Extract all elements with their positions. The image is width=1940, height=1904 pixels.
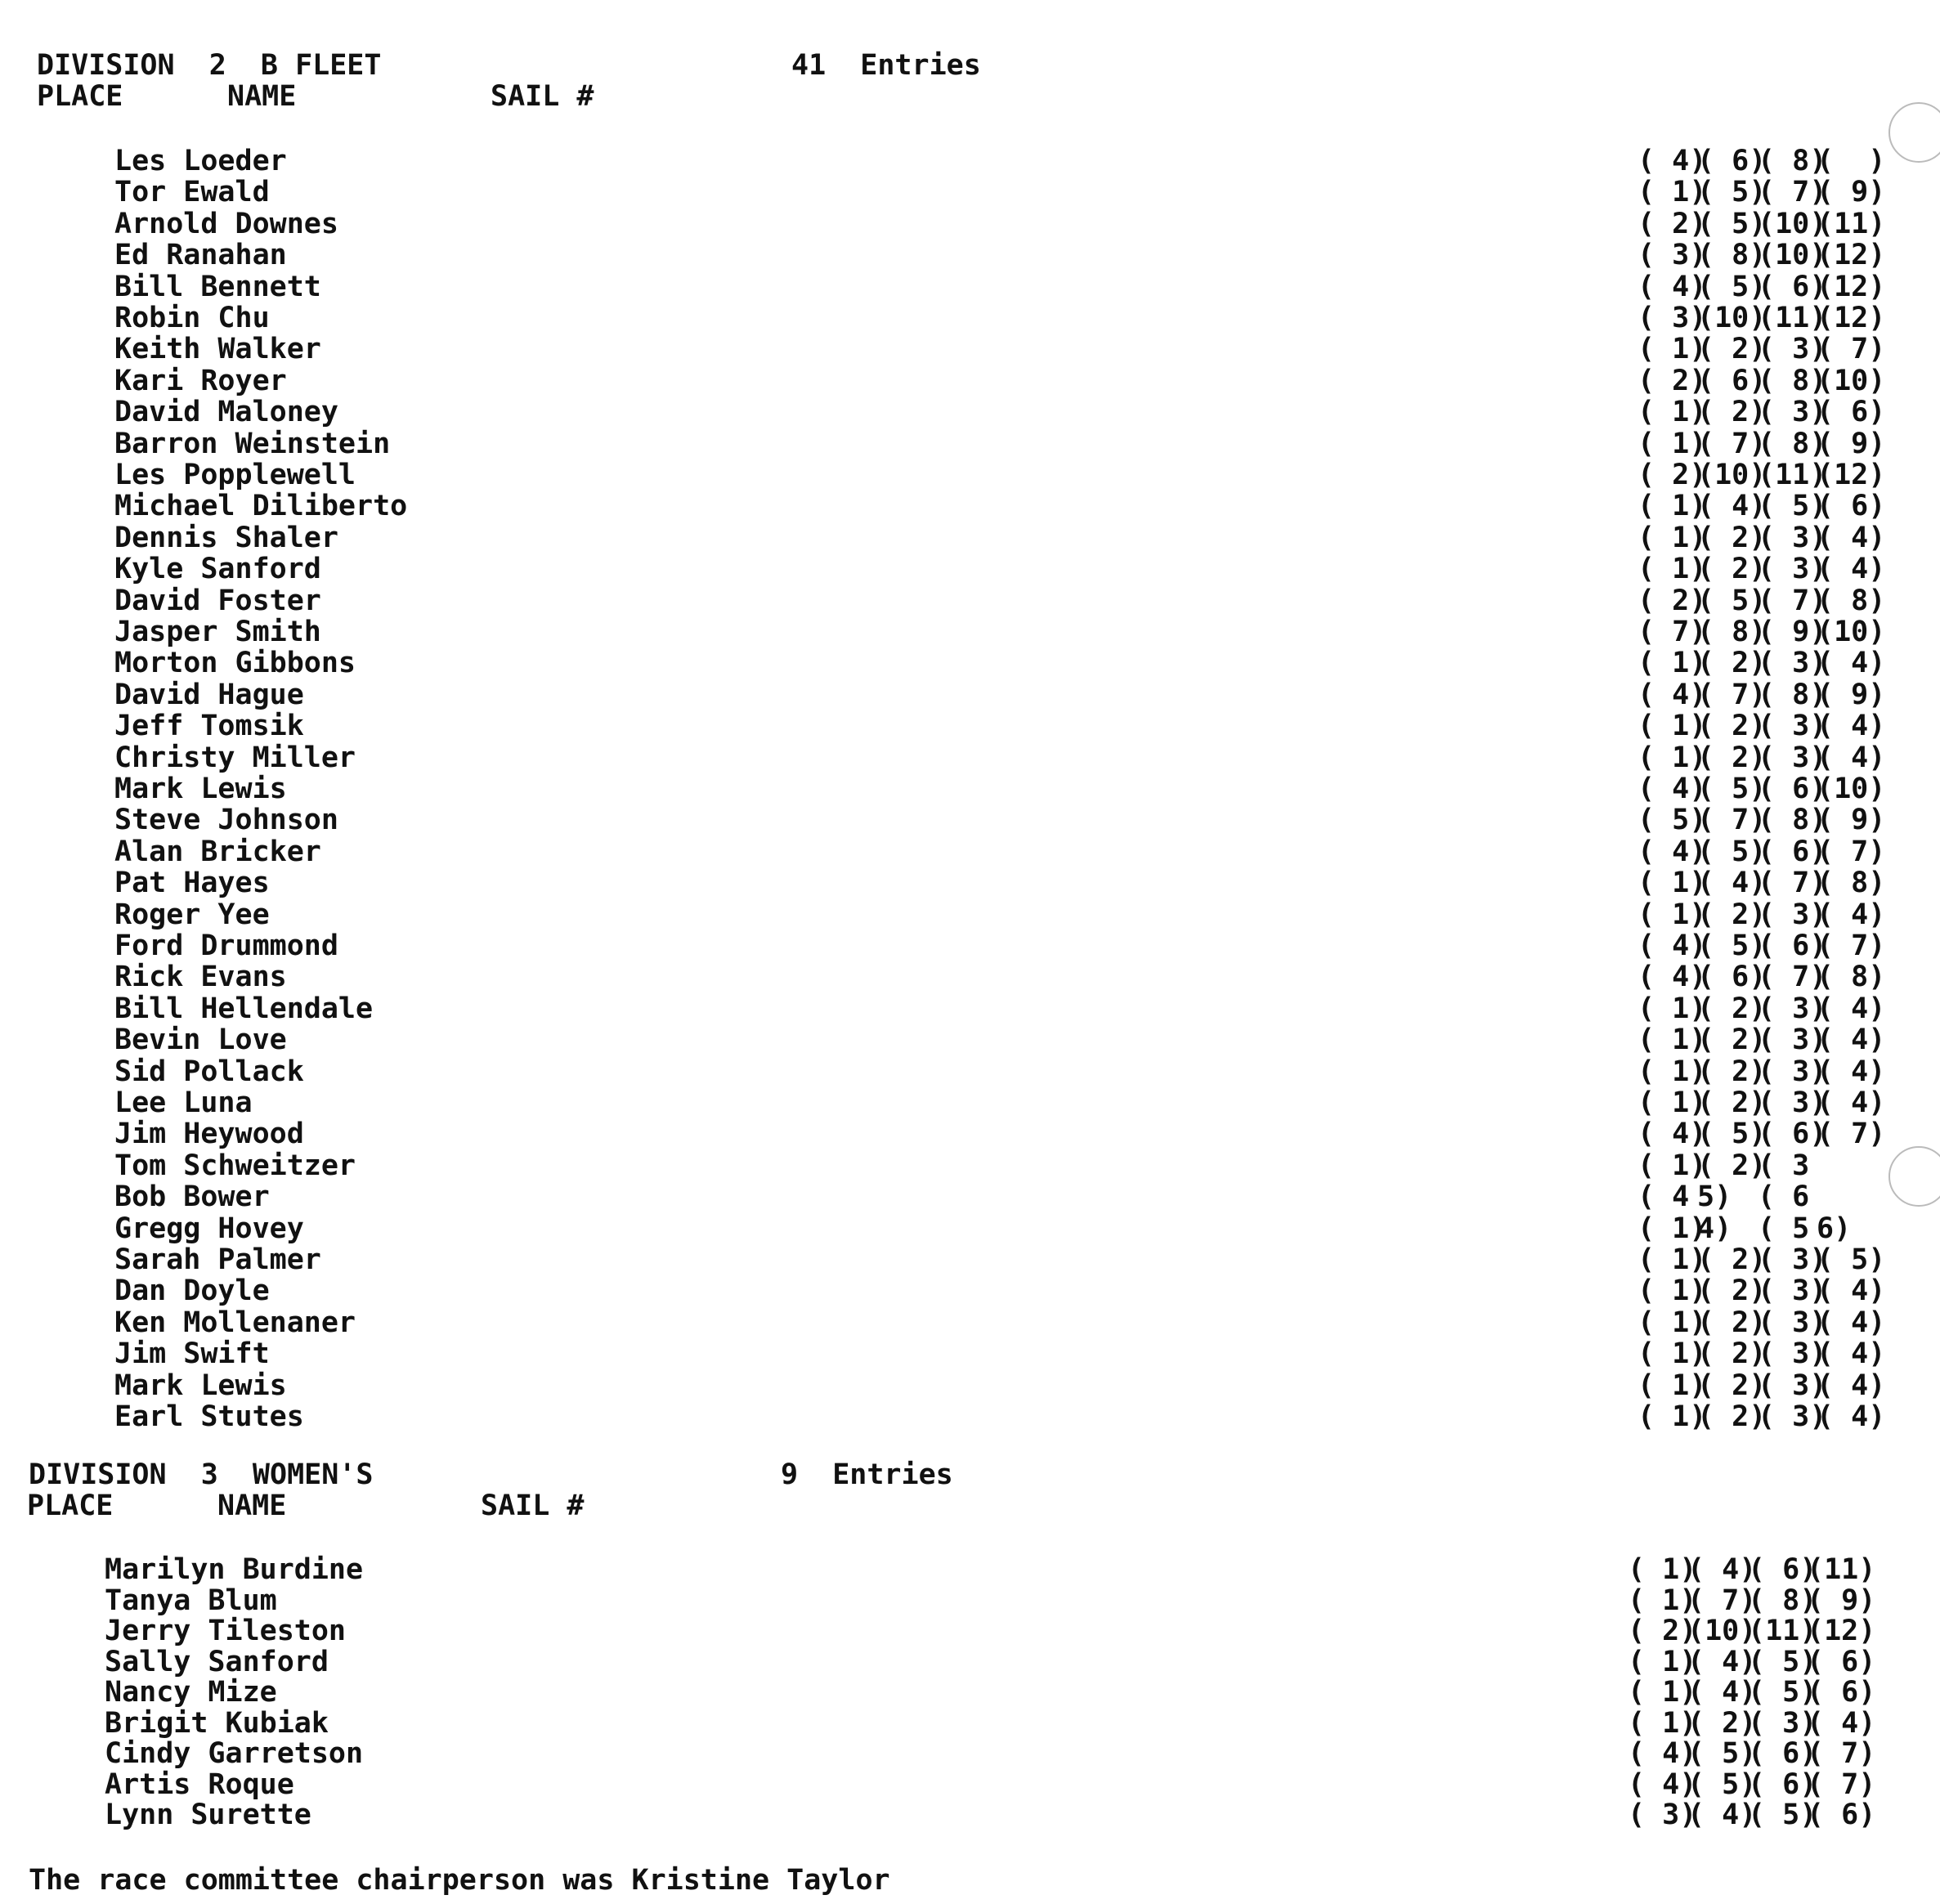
sailor-name: Marilyn Burdine <box>105 1553 364 1586</box>
throwout-race: ( 8) <box>1817 867 1886 900</box>
binder-hole-middle <box>1888 1146 1940 1207</box>
throwout-race: ( 4) <box>1817 1369 1886 1402</box>
throwout-race: ( 3) <box>1758 647 1827 680</box>
throwout-race: ( 2) <box>1697 333 1767 366</box>
throwout-race: ( 2) <box>1697 1337 1767 1371</box>
throwout-race: ( 7) <box>1807 1767 1876 1801</box>
throwout-race: ( 3 <box>1758 1149 1810 1182</box>
throwout-race: ( 5) <box>1697 773 1767 805</box>
throwout-race: ( 1) <box>1638 1369 1707 1402</box>
throwout-race: ( 8) <box>1697 616 1767 648</box>
throwout-race: (11) <box>1758 302 1827 334</box>
throwout-race: (12) <box>1817 270 1886 303</box>
throwout-race: ( 1) <box>1638 1337 1707 1371</box>
throwout-race: ( 4) <box>1638 1118 1707 1151</box>
throwout-race: ( 9) <box>1817 176 1886 209</box>
name-header: NAME <box>227 80 297 113</box>
sailor-name: Robin Chu <box>114 302 270 334</box>
sailor-name: Steve Johnson <box>114 804 338 837</box>
throwout-race: ( 3) <box>1758 521 1827 554</box>
sailor-name: Sally Sanford <box>105 1645 329 1678</box>
throwout-race: ( 4) <box>1817 1024 1886 1057</box>
throwout-race: ( 2) <box>1697 1306 1767 1339</box>
throwout-race: ( 6) <box>1817 396 1886 429</box>
throwout-race: ( 7) <box>1697 427 1767 460</box>
throwout-race: ( 2) <box>1697 1400 1767 1433</box>
sailor-name: Brigit Kubiak <box>105 1706 329 1740</box>
sailor-name: Earl Stutes <box>114 1400 304 1433</box>
throwout-race: ( 3) <box>1758 333 1827 366</box>
throwout-race: ( 6) <box>1697 145 1767 177</box>
throwout-race: ( 7) <box>1817 835 1886 868</box>
throwout-race: ( 1) <box>1638 396 1707 429</box>
throwout-race: ( 2) <box>1628 1615 1697 1647</box>
throwout-race: ( 4) <box>1687 1676 1757 1709</box>
throwout-race: ( 4) <box>1817 553 1886 586</box>
sail-header: SAIL # <box>491 80 594 113</box>
throwout-race: ( 1) <box>1628 1706 1697 1740</box>
throwout-race: ( 7) <box>1758 176 1827 209</box>
sailor-name: Sarah Palmer <box>114 1243 321 1276</box>
throwout-race: ( 4) <box>1817 1400 1886 1433</box>
throwout-race: ( ) <box>1817 145 1886 177</box>
throwout-race: (12) <box>1807 1615 1876 1647</box>
throwout-race: ( 4) <box>1638 145 1707 177</box>
sailor-name: Jasper Smith <box>114 616 321 648</box>
sailor-name: Bob Bower <box>114 1180 270 1214</box>
throwout-race: ( 8) <box>1758 145 1827 177</box>
throwout-race: ( 6) <box>1697 961 1767 994</box>
throwout-race: ( 9) <box>1817 804 1886 837</box>
throwout-race: ( 6) <box>1697 364 1767 397</box>
throwout-race: ( 2) <box>1697 647 1767 680</box>
throwout-race: ( 8) <box>1758 804 1827 837</box>
throwout-race: (11) <box>1807 1553 1876 1586</box>
throwout-race: 4) <box>1697 1212 1732 1245</box>
throwout-race: ( 5) <box>1748 1676 1817 1709</box>
throwout-race: ( 1) <box>1638 521 1707 554</box>
throwout-race: ( 7) <box>1807 1737 1876 1770</box>
throwout-race: ( 1) <box>1628 1584 1697 1617</box>
throwout-race: ( 6) <box>1807 1676 1876 1709</box>
throwout-race: ( 4) <box>1687 1799 1757 1831</box>
throwout-race: ( 3) <box>1638 239 1707 272</box>
sailor-name: Tanya Blum <box>105 1584 277 1617</box>
throwout-race: (10) <box>1817 773 1886 805</box>
sailor-name: Lee Luna <box>114 1086 253 1119</box>
throwout-race: ( 6) <box>1758 773 1827 805</box>
throwout-race: ( 1) <box>1638 1400 1707 1433</box>
sailor-name: Barron Weinstein <box>114 427 391 460</box>
throwout-race: ( 5) <box>1697 835 1767 868</box>
sailor-name: Morton Gibbons <box>114 647 356 680</box>
throwout-race: ( 2) <box>1697 521 1767 554</box>
throwout-race: (11) <box>1817 207 1886 240</box>
throwout-race: ( 8) <box>1758 364 1827 397</box>
throwout-race: ( 7) <box>1697 804 1767 837</box>
sailor-name: Christy Miller <box>114 741 356 774</box>
throwout-race: ( 2) <box>1697 1275 1767 1308</box>
sailor-name: David Hague <box>114 678 304 711</box>
throwout-race: ( 7) <box>1758 867 1827 900</box>
throwout-race: ( 4) <box>1638 835 1707 868</box>
name-header: NAME <box>217 1490 287 1522</box>
throwout-race: ( 1) <box>1638 553 1707 586</box>
throwout-race: ( 1) <box>1638 1243 1707 1276</box>
throwout-race: ( 3) <box>1758 396 1827 429</box>
sailor-name: Michael Diliberto <box>114 490 408 523</box>
throwout-race: ( 4) <box>1817 1337 1886 1371</box>
throwout-race: ( 4) <box>1817 741 1886 774</box>
throwout-race: ( 3) <box>1758 1337 1827 1371</box>
throwout-race: ( 4) <box>1817 710 1886 743</box>
sail-header: SAIL # <box>481 1490 585 1522</box>
throwout-race: ( 4) <box>1817 521 1886 554</box>
throwout-race: ( 2) <box>1697 1055 1767 1088</box>
throwout-race: ( 1) <box>1638 1024 1707 1057</box>
throwout-race: ( 7) <box>1758 584 1827 617</box>
throwout-race: 5) <box>1697 1180 1732 1214</box>
throwout-race: ( 3) <box>1628 1799 1697 1831</box>
throwout-race: ( 6) <box>1817 490 1886 523</box>
throwout-race: ( 8) <box>1758 678 1827 711</box>
sailor-name: Kari Royer <box>114 364 287 397</box>
sailor-name: Alan Bricker <box>114 835 321 868</box>
throwout-race: (10) <box>1758 239 1827 272</box>
division3-entries: 9 Entries <box>781 1458 953 1491</box>
sailor-name: Lynn Surette <box>105 1799 311 1831</box>
throwout-race: ( 2) <box>1697 741 1767 774</box>
throwout-race: ( 9) <box>1817 678 1886 711</box>
throwout-race: ( 7) <box>1697 678 1767 711</box>
throwout-race: ( 5) <box>1758 490 1827 523</box>
sailor-name: Bill Hellendale <box>114 992 374 1025</box>
throwout-race: ( 6) <box>1758 1118 1827 1151</box>
throwout-race: ( 4) <box>1817 898 1886 931</box>
throwout-race: ( 4) <box>1638 270 1707 303</box>
throwout-race: ( 6) <box>1748 1737 1817 1770</box>
binder-hole-top <box>1888 102 1940 163</box>
sailor-name: Ed Ranahan <box>114 239 287 272</box>
throwout-race: ( 2) <box>1697 1243 1767 1276</box>
throwout-race: ( 1) <box>1638 1306 1707 1339</box>
throwout-race: ( 6) <box>1748 1553 1817 1586</box>
sailor-name: Arnold Downes <box>114 207 338 240</box>
throwout-race: ( 2) <box>1638 207 1707 240</box>
throwout-race: ( 4) <box>1687 1645 1757 1678</box>
sailor-name: Dan Doyle <box>114 1275 270 1308</box>
throwout-race: ( 5) <box>1697 930 1767 962</box>
sailor-name: Roger Yee <box>114 898 270 931</box>
throwout-race: ( 2) <box>1638 584 1707 617</box>
sailor-name: Sid Pollack <box>114 1055 304 1088</box>
throwout-race: ( 3) <box>1638 302 1707 334</box>
throwout-race: 6) <box>1817 1212 1852 1245</box>
throwout-race: ( 5) <box>1748 1645 1817 1678</box>
throwout-race: ( 5) <box>1697 270 1767 303</box>
throwout-race: ( 3) <box>1758 898 1827 931</box>
throwout-race: ( 3) <box>1758 741 1827 774</box>
throwout-race: ( 1) <box>1638 1149 1707 1182</box>
throwout-race: ( 5) <box>1697 176 1767 209</box>
throwout-race: ( 2) <box>1697 1024 1767 1057</box>
throwout-race: ( 1) <box>1628 1645 1697 1678</box>
throwout-race: ( 8) <box>1758 427 1827 460</box>
throwout-race: ( 1) <box>1638 867 1707 900</box>
sailor-name: Mark Lewis <box>114 773 287 805</box>
throwout-race: ( 3) <box>1758 1275 1827 1308</box>
throwout-race: ( 2) <box>1697 553 1767 586</box>
throwout-race: ( 6) <box>1758 835 1827 868</box>
throwout-race: ( 1) <box>1638 1086 1707 1119</box>
throwout-race: ( 5) <box>1687 1737 1757 1770</box>
throwout-race: ( 7) <box>1817 1118 1886 1151</box>
throwout-race: ( 3) <box>1758 992 1827 1025</box>
throwout-race: ( 1) <box>1628 1676 1697 1709</box>
throwout-race: ( 4) <box>1817 1275 1886 1308</box>
sailor-name: Les Loeder <box>114 145 287 177</box>
sailor-name: Kyle Sanford <box>114 553 321 586</box>
division3-title: DIVISION 3 WOMEN'S <box>29 1458 374 1491</box>
sailor-name: Mark Lewis <box>114 1369 287 1402</box>
throwout-race: (10) <box>1758 207 1827 240</box>
sailor-name: Nancy Mize <box>105 1676 277 1709</box>
place-header: PLACE <box>37 80 123 113</box>
throwout-race: ( 4) <box>1628 1767 1697 1801</box>
sailor-name: Jerry Tileston <box>105 1615 347 1647</box>
throwout-race: ( 1) <box>1638 1212 1707 1245</box>
throwout-race: ( 3) <box>1758 1243 1827 1276</box>
throwout-race: ( 1) <box>1638 1055 1707 1088</box>
sailor-name: Les Popplewell <box>114 459 356 491</box>
throwout-race: ( 9) <box>1807 1584 1876 1617</box>
throwout-race: ( 8) <box>1748 1584 1817 1617</box>
throwout-race: ( 6) <box>1807 1799 1876 1831</box>
throwout-race: ( 6) <box>1748 1767 1817 1801</box>
throwout-race: ( 4) <box>1697 490 1767 523</box>
sailor-name: Keith Walker <box>114 333 321 366</box>
sailor-name: Ford Drummond <box>114 930 338 962</box>
sailor-name: Pat Hayes <box>114 867 270 900</box>
throwout-race: ( 4) <box>1817 1086 1886 1119</box>
throwout-race: ( 3) <box>1758 553 1827 586</box>
sailor-name: Gregg Hovey <box>114 1212 304 1245</box>
throwout-race: ( 4) <box>1817 1055 1886 1088</box>
throwout-race: ( 3) <box>1758 1055 1827 1088</box>
throwout-race: ( 2) <box>1697 992 1767 1025</box>
sailor-name: Rick Evans <box>114 961 287 994</box>
sailor-name: Dennis Shaler <box>114 521 338 554</box>
sailor-name: Artis Roque <box>105 1767 294 1801</box>
division2-entries: 41 Entries <box>791 49 981 82</box>
throwout-race: (10) <box>1817 364 1886 397</box>
throwout-race: ( 3) <box>1758 1024 1827 1057</box>
throwout-race: ( 1) <box>1638 992 1707 1025</box>
throwout-race: ( 3) <box>1758 1369 1827 1402</box>
throwout-race: ( 5) <box>1817 1243 1886 1276</box>
throwout-race: ( 1) <box>1638 898 1707 931</box>
throwout-race: (12) <box>1817 302 1886 334</box>
throwout-race: ( 4) <box>1638 961 1707 994</box>
division2-title: DIVISION 2 B FLEET <box>37 49 382 82</box>
throwout-race: ( 4) <box>1628 1737 1697 1770</box>
sailor-name: Jim Heywood <box>114 1118 304 1151</box>
throwout-race: ( 4) <box>1817 647 1886 680</box>
sailor-name: Tom Schweitzer <box>114 1149 356 1182</box>
throwout-race: ( 7) <box>1687 1584 1757 1617</box>
sailor-name: David Maloney <box>114 396 338 429</box>
throwout-race: ( 3) <box>1758 710 1827 743</box>
throwout-race: ( 2) <box>1638 364 1707 397</box>
throwout-race: ( 8) <box>1817 961 1886 994</box>
throwout-race: ( 6) <box>1807 1645 1876 1678</box>
throwout-race: ( 5) <box>1697 1118 1767 1151</box>
throwout-race: (12) <box>1817 239 1886 272</box>
throwout-race: (11) <box>1748 1615 1817 1647</box>
throwout-race: (11) <box>1758 459 1827 491</box>
throwout-race: ( 1) <box>1638 333 1707 366</box>
sailor-name: Bill Bennett <box>114 270 321 303</box>
throwout-race: ( 3) <box>1748 1706 1817 1740</box>
throwout-race: ( 2) <box>1687 1706 1757 1740</box>
throwout-race: ( 2) <box>1697 710 1767 743</box>
throwout-race: ( 4) <box>1807 1706 1876 1740</box>
place-header: PLACE <box>27 1490 114 1522</box>
throwout-race: ( 1) <box>1638 647 1707 680</box>
throwout-race: ( 1) <box>1628 1553 1697 1586</box>
throwout-race: ( 7) <box>1817 930 1886 962</box>
throwout-race: ( 9) <box>1758 616 1827 648</box>
sailor-name: David Foster <box>114 584 321 617</box>
throwout-race: ( 2) <box>1697 1369 1767 1402</box>
sailor-name: Tor Ewald <box>114 176 270 209</box>
throwout-race: ( 5) <box>1687 1767 1757 1801</box>
throwout-race: ( 4) <box>1817 992 1886 1025</box>
throwout-race: ( 4) <box>1687 1553 1757 1586</box>
throwout-race: ( 1) <box>1638 427 1707 460</box>
throwout-race: ( 2) <box>1697 1149 1767 1182</box>
throwout-race: (10) <box>1697 459 1767 491</box>
throwout-race: ( 1) <box>1638 741 1707 774</box>
throwout-race: ( 8) <box>1697 239 1767 272</box>
throwout-race: ( 7) <box>1758 961 1827 994</box>
throwout-race: ( 6) <box>1758 930 1827 962</box>
throwout-race: ( 6) <box>1758 270 1827 303</box>
sailor-name: Bevin Love <box>114 1024 287 1057</box>
throwout-race: ( 6 <box>1758 1180 1810 1214</box>
throwout-race: ( 2) <box>1638 459 1707 491</box>
throwout-race: ( 7) <box>1817 333 1886 366</box>
throwout-race: ( 1) <box>1638 710 1707 743</box>
throwout-race: ( 2) <box>1697 1086 1767 1119</box>
sailor-name: Ken Mollenaner <box>114 1306 356 1339</box>
throwout-race: (10) <box>1687 1615 1757 1647</box>
throwout-race: (10) <box>1697 302 1767 334</box>
throwout-race: ( 4) <box>1638 678 1707 711</box>
throwout-race: ( 4) <box>1638 930 1707 962</box>
throwout-race: ( 2) <box>1697 898 1767 931</box>
sailor-name: Jeff Tomsik <box>114 710 304 743</box>
throwout-race: ( 4) <box>1697 867 1767 900</box>
throwout-race: ( 9) <box>1817 427 1886 460</box>
throwout-race: ( 4 <box>1638 1180 1690 1214</box>
sailor-name: Cindy Garretson <box>105 1737 364 1770</box>
throwout-race: ( 2) <box>1697 396 1767 429</box>
throwout-race: ( 3) <box>1758 1306 1827 1339</box>
throwout-race: ( 5) <box>1748 1799 1817 1831</box>
throwout-race: ( 4) <box>1638 773 1707 805</box>
throwout-race: (12) <box>1817 459 1886 491</box>
throwout-race: ( 1) <box>1638 490 1707 523</box>
throwout-race: ( 5) <box>1697 207 1767 240</box>
throwout-race: ( 3) <box>1758 1086 1827 1119</box>
footer-note: The race committee chairperson was Kristine Taylor <box>29 1864 890 1897</box>
throwout-race: ( 5) <box>1638 804 1707 837</box>
throwout-race: ( 4) <box>1817 1306 1886 1339</box>
throwout-race: ( 5) <box>1697 584 1767 617</box>
throwout-race: ( 8) <box>1817 584 1886 617</box>
throwout-race: (10) <box>1817 616 1886 648</box>
sailor-name: Jim Swift <box>114 1337 270 1371</box>
throwout-race: ( 1) <box>1638 1275 1707 1308</box>
throwout-race: ( 3) <box>1758 1400 1827 1433</box>
throwout-race: ( 5 <box>1758 1212 1810 1245</box>
throwout-race: ( 1) <box>1638 176 1707 209</box>
throwout-race: ( 7) <box>1638 616 1707 648</box>
